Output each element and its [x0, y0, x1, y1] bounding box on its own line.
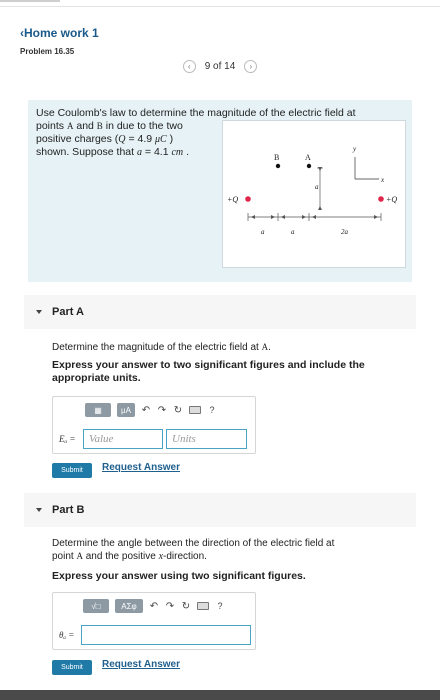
problem-number: Problem 16.35	[20, 47, 75, 56]
bottom-bar	[0, 690, 440, 700]
redo-icon[interactable]: ↷	[157, 404, 167, 416]
x-axis-label: x	[381, 176, 385, 184]
units-button[interactable]	[117, 403, 135, 417]
angle-input[interactable]	[81, 625, 251, 645]
problem-statement-panel	[28, 100, 412, 282]
dimension-label-a1: a	[261, 228, 265, 236]
part-a-toolbar	[85, 403, 217, 417]
dimension-arrow-4	[302, 215, 306, 219]
keyboard-icon[interactable]	[189, 406, 201, 414]
part-a-answer-box	[52, 396, 256, 454]
undo-icon[interactable]: ↶	[149, 600, 159, 612]
home-work-link[interactable]: ‹Home work 1	[20, 26, 99, 40]
y-axis-label: y	[353, 145, 357, 153]
problem-line-3: positive charges (Q = 4.9 μC )	[36, 133, 174, 145]
next-problem-button[interactable]	[244, 60, 257, 73]
chevron-left-icon: ‹	[187, 61, 191, 71]
units-input[interactable]: Units	[166, 429, 247, 449]
dimension-label-a2: a	[291, 228, 295, 236]
charge-diagram	[222, 120, 406, 268]
part-b-title: Part B	[52, 504, 85, 516]
part-b-question	[52, 538, 412, 563]
vertical-dimension-down-arrow	[318, 206, 322, 210]
part-a-title: Part A	[52, 306, 84, 318]
dimension-arrow-1	[251, 215, 255, 219]
top-edge-rule	[0, 0, 60, 2]
prev-problem-button[interactable]	[183, 60, 196, 73]
right-charge-label: +Q	[386, 195, 398, 204]
units-icon: μA	[121, 405, 131, 415]
part-b-question-line-2: point A and the positive x-direction.	[52, 551, 207, 562]
part-a-submit-button[interactable]: Submit	[52, 463, 92, 478]
point-a-dot	[307, 164, 311, 168]
part-a-header[interactable]	[24, 295, 416, 329]
part-b-request-answer-link[interactable]: Request Answer	[102, 659, 180, 670]
problem-pager	[0, 58, 440, 74]
dimension-arrow-2	[271, 215, 275, 219]
help-icon[interactable]: ?	[217, 601, 223, 611]
part-a-instruction: Express your answer to two significant figures and include the appropriate units.	[52, 359, 365, 384]
caret-down-icon	[36, 310, 42, 314]
redo-icon[interactable]: ↷	[165, 600, 175, 612]
dimension-label-2a: 2a	[341, 228, 348, 236]
problem-line-2: points A and B in due to the two	[36, 120, 183, 132]
part-b-field-label: θₐ =	[59, 630, 75, 640]
part-b-header[interactable]	[24, 493, 416, 527]
part-a-field-label: Eₐ =	[59, 434, 76, 444]
undo-icon[interactable]: ↶	[141, 404, 151, 416]
part-b-submit-button[interactable]: Submit	[52, 660, 92, 675]
problem-count: 9 of 14	[204, 60, 236, 72]
dimension-arrow-6	[374, 215, 378, 219]
part-b-instruction: Express your answer using two significant figures.	[52, 570, 306, 582]
problem-line-4: shown. Suppose that a = 4.1 cm .	[36, 146, 189, 158]
dimension-arrow-3	[281, 215, 285, 219]
part-a-request-answer-link[interactable]: Request Answer	[102, 462, 180, 473]
templates-button[interactable]	[85, 403, 111, 417]
part-a-question: Determine the magnitude of the electric field at A.	[52, 342, 271, 353]
problem-line-1: Use Coulomb's law to determine the magnitude of the electric field at	[36, 107, 356, 119]
help-icon[interactable]: ?	[209, 405, 215, 415]
charge-diagram-svg	[223, 121, 407, 269]
keyboard-icon[interactable]	[197, 602, 209, 610]
left-charge-label: +Q	[227, 195, 239, 204]
left-charge-dot	[245, 196, 251, 202]
value-input[interactable]: Value	[83, 429, 163, 449]
templates-button[interactable]	[83, 599, 109, 613]
reset-icon[interactable]: ↻	[181, 600, 191, 612]
greek-symbols-icon: ΑΣφ	[121, 601, 137, 611]
part-b-answer-box	[52, 592, 256, 650]
point-a-label: A	[305, 153, 311, 162]
right-charge-dot	[378, 196, 384, 202]
greek-symbols-button[interactable]	[115, 599, 143, 613]
part-b-toolbar	[83, 599, 225, 613]
dimension-arrow-5	[312, 215, 316, 219]
templates-icon: ▦	[94, 405, 102, 415]
reset-icon[interactable]: ↻	[173, 404, 183, 416]
header-divider	[0, 6, 440, 7]
point-b-dot	[276, 164, 280, 168]
point-b-label: B	[274, 153, 280, 162]
sqrt-template-icon: √□	[91, 601, 101, 611]
chevron-right-icon: ›	[249, 61, 253, 71]
caret-down-icon	[36, 508, 42, 512]
vertical-dimension-up-arrow	[318, 167, 322, 171]
vertical-dimension-label: a	[315, 183, 319, 191]
part-b-question-line-1: Determine the angle between the direction of the electric field at	[52, 538, 335, 549]
